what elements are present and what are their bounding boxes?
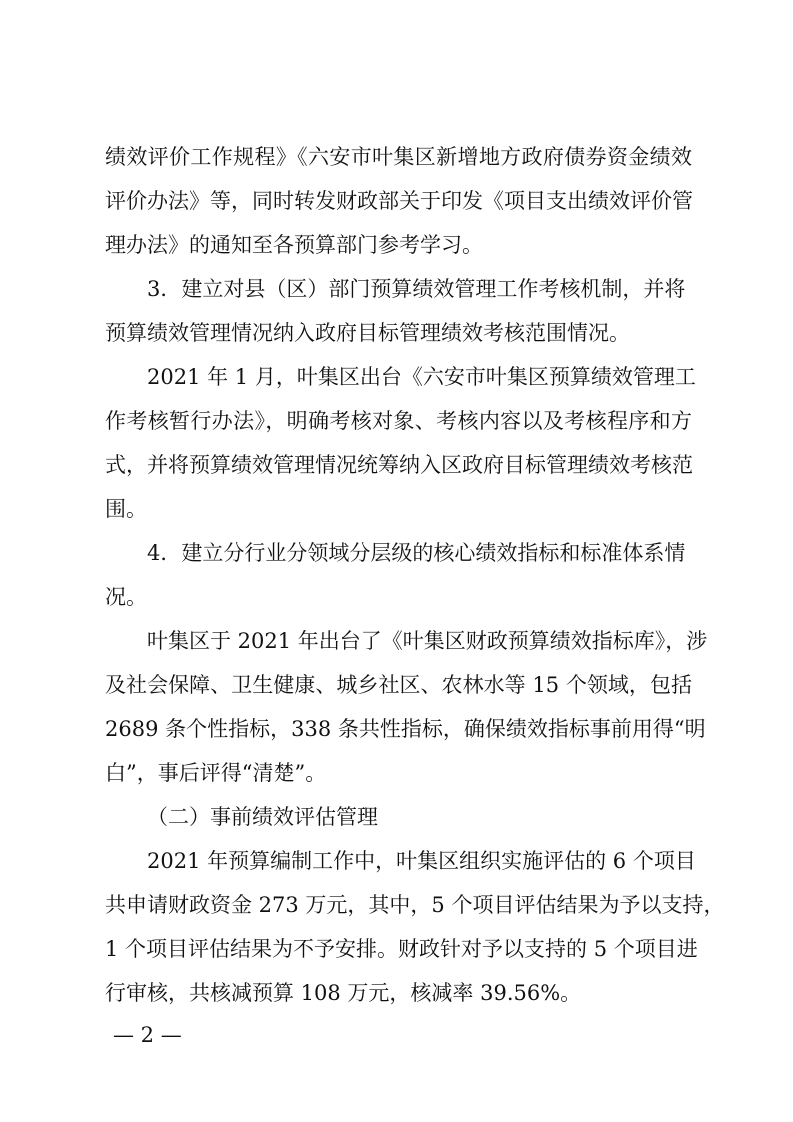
text-line: 白”，事后评得“清楚”。 bbox=[105, 761, 327, 785]
text-line: 2021 年预算编制工作中，叶集区组织实施评估的 6 个项目 bbox=[147, 849, 696, 873]
text-line: 及社会保障、卫生健康、城乡社区、农林水等 15 个领域，包括 bbox=[105, 673, 692, 697]
text-line: 式，并将预算绩效管理情况统筹纳入区政府目标管理绩效考核范 bbox=[105, 453, 693, 477]
text-line: 理办法》的通知至各预算部门参考学习。 bbox=[105, 233, 483, 257]
text-line: 况。 bbox=[105, 585, 147, 609]
text-line: 围。 bbox=[105, 497, 147, 521]
text-line: 2689 条个性指标，338 条共性指标，确保绩效指标事前用得“明 bbox=[105, 717, 706, 741]
text-line: 预算绩效管理情况纳入政府目标管理绩效考核范围情况。 bbox=[105, 321, 630, 345]
text-line: 行审核，共核减预算 108 万元，核减率 39.56%。 bbox=[105, 981, 582, 1005]
text-line: 叶集区于 2021 年出台了《叶集区财政预算绩效指标库》，涉 bbox=[147, 629, 708, 653]
text-line: 2021 年 1 月，叶集区出台《六安市叶集区预算绩效管理工 bbox=[147, 365, 696, 389]
text-line: 共申请财政资金 273 万元，其中，5 个项目评估结果为予以支持， bbox=[105, 893, 725, 917]
text-line: 评价办法》等，同时转发财政部关于印发《项目支出绩效评价管 bbox=[105, 189, 693, 213]
section-heading: （二）事前绩效评估管理 bbox=[147, 805, 378, 829]
text-line: 作考核暂行办法》，明确考核对象、考核内容以及考核程序和方 bbox=[105, 409, 692, 433]
text-line: 绩效评价工作规程》《六安市叶集区新增地方政府债券资金绩效 bbox=[105, 145, 692, 169]
page-number: — 2 — bbox=[113, 1023, 182, 1047]
text-line: 1 个项目评估结果为不予安排。财政针对予以支持的 5 个项目进 bbox=[105, 937, 698, 961]
text-line: 3．建立对县（区）部门预算绩效管理工作考核机制，并将 bbox=[147, 277, 686, 301]
text-line: 4．建立分行业分领域分层级的核心绩效指标和标准体系情 bbox=[147, 541, 686, 565]
